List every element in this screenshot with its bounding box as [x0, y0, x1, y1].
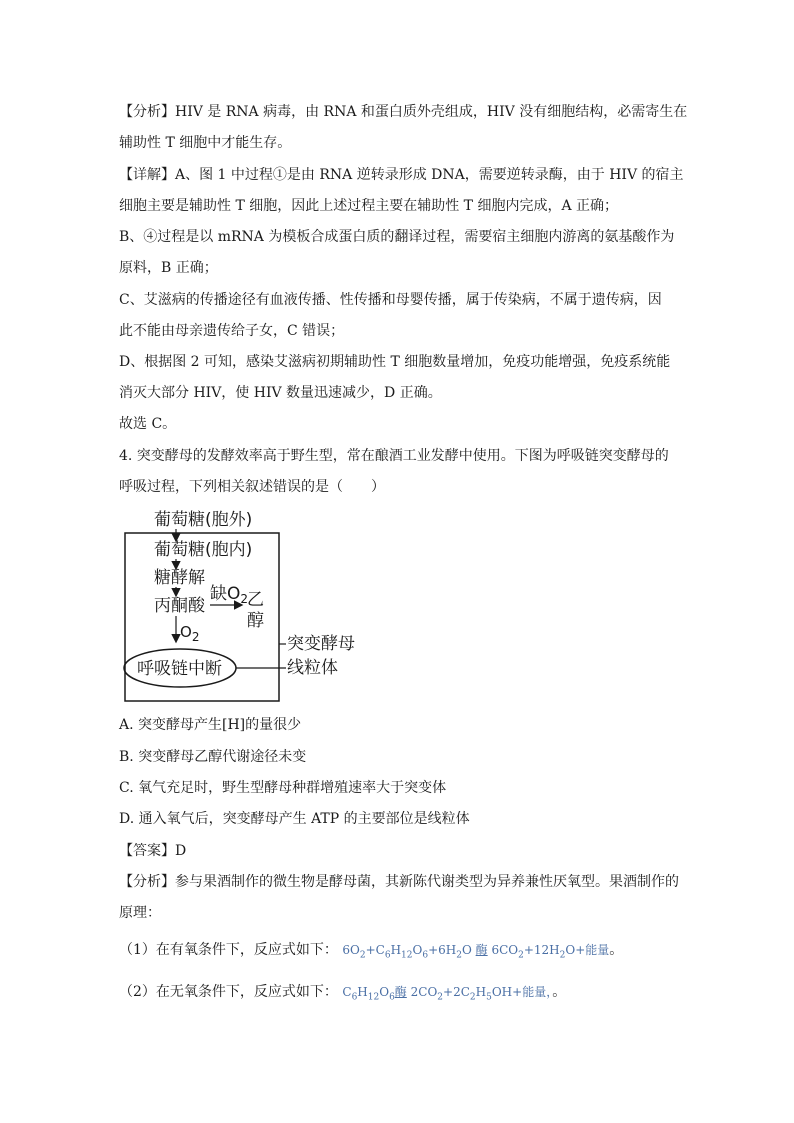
- detail-line-6: 此不能由母亲遗传给子女，C 错误；: [119, 323, 345, 339]
- o2-label: $O_2$: [180, 623, 200, 644]
- answer: 【答案】D: [119, 843, 187, 859]
- option-b: B. 突变酵母乙醇代谢途径未变: [119, 749, 307, 765]
- option-c: C. 氧气充足时，野生型酵母种群增殖速率大于突变体: [119, 780, 447, 796]
- anaerobic-equation-line: [119, 982, 566, 1007]
- detail-line-5: C、艾滋病的传播途径有血液传播、性传播和母婴传播，属于传染病，不属于遗传病，因: [119, 292, 662, 308]
- detail-line-9: 故选 C。: [119, 416, 177, 432]
- detail-line-7: D、根据图 2 可知，感染艾滋病初期辅助性 T 细胞数量增加，免疫功能增强，免疫系统能: [119, 354, 671, 370]
- anaerobic-formula: $C_6H_{12}O_6$酶 $2CO_2+2C_2H_5OH+$能量，: [342, 985, 553, 1003]
- aerobic-equation-line: [119, 940, 623, 965]
- analysis2-line-1: 【分析】参与果酒制作的微生物是酵母菌，其新陈代谢类型为异养兼性厌氧型。果酒制作的: [119, 874, 679, 890]
- mutant-yeast-label: 突变酵母: [287, 634, 355, 654]
- glycolysis-label: 糖酵解: [154, 568, 205, 588]
- pyruvate-label: 丙酮酸: [154, 596, 205, 616]
- anaerobic-label: （2）在无氧条件下，反应式如下：: [119, 984, 338, 1000]
- ethanol-label-1: 乙: [247, 590, 264, 610]
- energy-label-2: 能量: [522, 985, 547, 999]
- option-d: D. 通入氧气后，突变酵母产生 ATP 的主要部位是线粒体: [119, 811, 470, 827]
- analysis2-line-2: 原理：: [119, 905, 161, 921]
- detail-line-8: 消灭大部分 HIV，使 HIV 数量迅速减少，D 正确。: [119, 385, 442, 401]
- end-mark-2: 。: [552, 984, 567, 1000]
- ethanol-label-2: 醇: [247, 611, 264, 631]
- enzyme-label-1: 酶: [475, 943, 488, 957]
- aerobic-label: （1）在有氧条件下，反应式如下：: [119, 942, 338, 958]
- question-line-2: 呼吸过程，下列相关叙述错误的是（ ）: [119, 479, 385, 495]
- aerobic-formula: $6O_2+C_6H_{12}O_6+6H_2O$ 酶 $6CO_2+12H_2O+$能量: [342, 943, 610, 961]
- glucose-inside-label: 葡萄糖(胞内): [154, 540, 253, 560]
- lack-o2-label: 缺$O_2$: [210, 584, 249, 606]
- question-line-1: 4. 突变酵母的发酵效率高于野生型，常在酿酒工业发酵中使用。下图为呼吸链突变酵母的: [119, 448, 669, 464]
- glucose-outside-label: 葡萄糖(胞外): [154, 510, 253, 530]
- detail-line-1: 【详解】A、图 1 中过程①是由 RNA 逆转录形成 DNA，需要逆转录酶，由于 HIV 的宿主: [119, 167, 684, 183]
- option-a: A. 突变酵母产生[H]的量很少: [119, 717, 302, 733]
- detail-line-2: 细胞主要是辅助性 T 细胞，因此上述过程主要在辅助性 T 细胞内完成，A 正确；: [119, 198, 619, 214]
- end-mark-1: 。: [609, 942, 624, 958]
- energy-label-1: 能量: [585, 943, 610, 957]
- analysis-line-1: 【分析】HIV 是 RNA 病毒，由 RNA 和蛋白质外壳组成，HIV 没有细胞结构，必需寄生在: [119, 104, 688, 120]
- detail-line-4: 原料，B 正确；: [119, 260, 218, 276]
- mitochondria-label: 线粒体: [287, 658, 338, 678]
- chain-break-label: 呼吸链中断: [137, 659, 222, 679]
- enzyme-label-2: 酶: [394, 985, 407, 999]
- respiration-diagram: [118, 507, 368, 705]
- detail-line-3: B、④过程是以 mRNA 为模板合成蛋白质的翻译过程，需要宿主细胞内游离的氨基酸作为: [119, 229, 675, 245]
- analysis-line-2: 辅助性 T 细胞中才能生存。: [119, 135, 292, 151]
